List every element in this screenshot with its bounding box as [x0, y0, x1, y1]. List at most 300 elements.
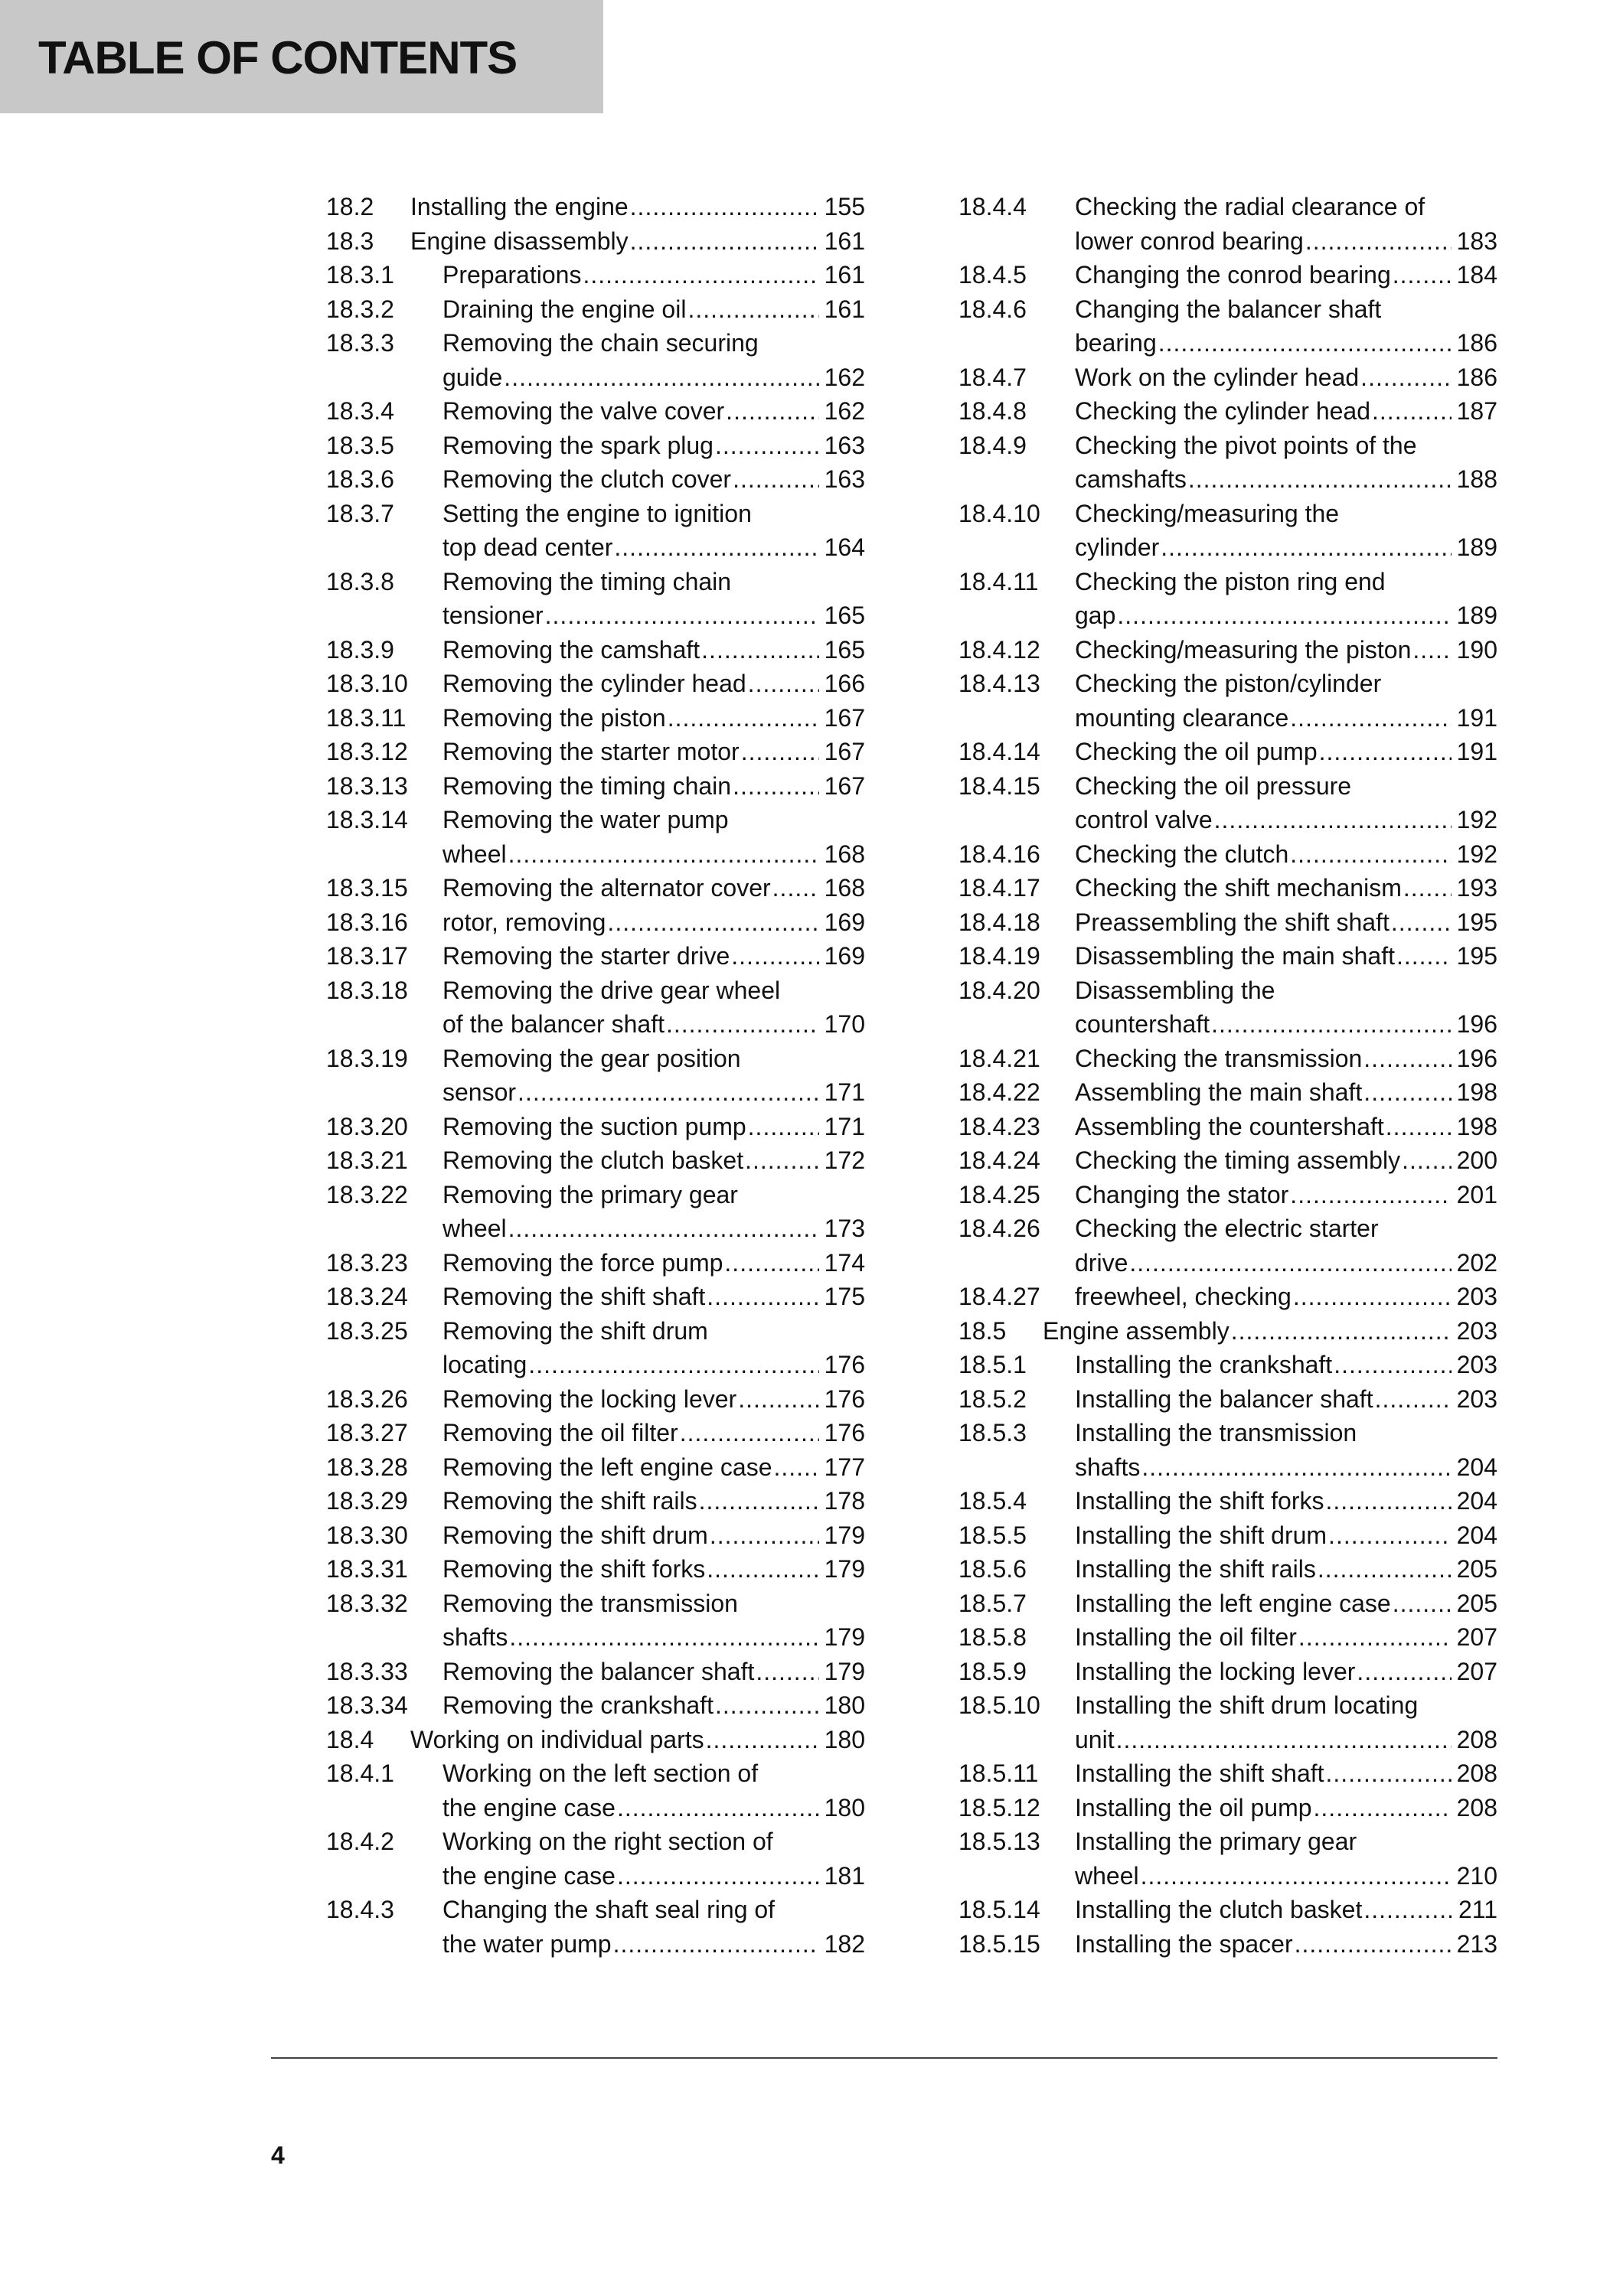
toc-entry-page: 208 — [1456, 1760, 1497, 1787]
toc-entry-page: 186 — [1456, 363, 1497, 391]
toc-entry-number: 18.5.1 — [958, 1351, 1027, 1378]
toc-entry-title: Checking the timing assembly — [1075, 1146, 1401, 1174]
dot-leader — [1384, 1110, 1452, 1144]
dot-leader — [697, 1484, 819, 1518]
toc-entry-page: 168 — [824, 874, 865, 902]
toc-entry[interactable] — [958, 1688, 1497, 1756]
dot-leader — [1359, 360, 1452, 395]
toc-entry-number: 18.4.18 — [958, 908, 1040, 936]
toc-entry[interactable] — [958, 1587, 1497, 1621]
dot-leader — [612, 530, 819, 565]
dot-leader — [1373, 1382, 1452, 1417]
toc-entry-title: wheel — [442, 1215, 507, 1242]
toc-entry-number: 18.5.14 — [958, 1896, 1040, 1923]
dot-leader — [754, 1655, 819, 1689]
toc-entry-page: 207 — [1456, 1623, 1497, 1651]
toc-entry-title: Removing the force pump — [442, 1248, 723, 1277]
toc-entry[interactable] — [326, 394, 865, 429]
toc-entry-page: 203 — [1456, 1351, 1497, 1378]
toc-entry[interactable] — [326, 1825, 865, 1893]
dot-leader — [1400, 1143, 1452, 1178]
toc-entry[interactable] — [958, 1927, 1497, 1962]
toc-entry-number: 18.3.7 — [326, 499, 394, 527]
toc-entry-page: 162 — [824, 397, 865, 425]
toc-entry-number: 18.3.32 — [326, 1589, 408, 1617]
toc-entry-number: 18.3.18 — [326, 976, 408, 1004]
toc-entry-page: 162 — [824, 363, 865, 391]
toc-entry[interactable] — [958, 1280, 1497, 1314]
toc-entry[interactable] — [958, 1178, 1497, 1212]
toc-entry[interactable] — [326, 1110, 865, 1144]
toc-entry-page: 179 — [824, 1623, 865, 1651]
dot-leader — [1288, 1178, 1452, 1212]
toc-entry[interactable] — [326, 462, 865, 497]
toc-entry-page: 198 — [1456, 1078, 1497, 1106]
toc-entry-page: 171 — [824, 1078, 865, 1106]
toc-entry[interactable] — [326, 326, 865, 394]
toc-entry-page: 211 — [1458, 1896, 1497, 1923]
toc-entry[interactable] — [326, 1416, 865, 1450]
toc-entry[interactable] — [326, 769, 865, 804]
toc-entry-title: guide — [442, 363, 503, 391]
toc-entry[interactable] — [958, 292, 1497, 360]
toc-entry-page: 180 — [824, 1793, 865, 1821]
toc-entry[interactable] — [958, 1348, 1497, 1382]
toc-entry-page: 176 — [824, 1351, 865, 1378]
toc-entry-number: 18.5.7 — [958, 1589, 1027, 1617]
toc-entry[interactable] — [326, 429, 865, 463]
toc-entry[interactable] — [326, 258, 865, 292]
dot-leader — [1355, 1655, 1452, 1689]
toc-entry[interactable] — [326, 1484, 865, 1518]
toc-entry-title: shafts — [442, 1623, 508, 1651]
toc-entry[interactable] — [326, 1587, 865, 1655]
toc-entry[interactable] — [326, 1042, 865, 1110]
toc-entry-title: Removing the timing chain — [442, 771, 732, 800]
toc-entry-page: 189 — [1456, 533, 1497, 561]
dot-leader — [527, 1348, 819, 1382]
toc-entry[interactable] — [326, 1314, 865, 1382]
dot-leader — [731, 462, 819, 497]
toc-entry-number: 18.3.10 — [326, 670, 408, 697]
toc-entry[interactable] — [326, 633, 865, 667]
toc-entry-title: Working on the left section of — [442, 1760, 759, 1787]
toc-entry[interactable] — [326, 1143, 865, 1178]
toc-entry-title: Removing the transmission — [442, 1589, 738, 1617]
toc-entry-number: 18.3.26 — [326, 1384, 408, 1413]
toc-column-right — [958, 190, 1497, 1961]
toc-entry-title: Installing the balancer shaft — [1075, 1384, 1373, 1413]
toc-entry-page: 192 — [1456, 806, 1497, 833]
toc-entry-title: Preassembling the shift shaft — [1075, 908, 1390, 936]
toc-entry-title: Removing the spark plug — [442, 431, 714, 459]
toc-entry[interactable] — [958, 1484, 1497, 1518]
toc-entry-number: 18.4.22 — [958, 1078, 1040, 1106]
toc-entry[interactable] — [326, 1246, 865, 1280]
dot-leader — [1187, 462, 1452, 497]
toc-entry-title: Removing the primary gear — [442, 1180, 738, 1208]
toc-entry-number: 18.3.13 — [326, 771, 408, 800]
toc-entry[interactable] — [326, 1280, 865, 1314]
toc-entry-number: 18.3.1 — [326, 261, 394, 289]
toc-entry[interactable] — [326, 905, 865, 940]
toc-entry[interactable] — [326, 1723, 865, 1757]
dot-leader — [730, 939, 819, 974]
toc-entry[interactable] — [958, 769, 1497, 837]
toc-entry-page: 161 — [824, 227, 865, 255]
dot-leader — [629, 190, 819, 224]
toc-entry-number: 18.3.3 — [326, 329, 394, 357]
toc-entry[interactable] — [958, 905, 1497, 940]
toc-entry-number: 18.3.23 — [326, 1248, 408, 1277]
toc-entry[interactable] — [958, 497, 1497, 565]
toc-entry-title: Changing the shaft seal ring of — [442, 1896, 776, 1923]
toc-entry[interactable] — [326, 292, 865, 327]
toc-entry[interactable] — [958, 939, 1497, 974]
toc-entry-number: 18.3.33 — [326, 1657, 408, 1685]
toc-entry-page: 195 — [1456, 942, 1497, 970]
dot-leader — [1139, 1859, 1452, 1893]
toc-entry-title: Setting the engine to ignition — [442, 499, 752, 527]
toc-entry[interactable] — [958, 1518, 1497, 1553]
toc-entry-page: 165 — [824, 602, 865, 629]
toc-entry[interactable] — [326, 224, 865, 259]
toc-entry-number: 18.4.8 — [958, 397, 1027, 425]
toc-entry-page: 204 — [1456, 1521, 1497, 1549]
toc-entry-title: Installing the clutch basket — [1075, 1896, 1363, 1923]
toc-entry-page: 183 — [1456, 227, 1497, 255]
toc-entry[interactable] — [958, 871, 1497, 905]
toc-entry-number: 18.3.5 — [326, 431, 394, 459]
toc-entry-title: Checking the oil pressure — [1075, 771, 1352, 800]
dot-leader — [1390, 905, 1452, 940]
dot-leader — [1304, 224, 1452, 259]
toc-entry[interactable] — [958, 1825, 1497, 1893]
toc-entry-page: 200 — [1456, 1146, 1497, 1174]
dot-leader — [1318, 735, 1452, 769]
toc-entry-title: Removing the chain securing — [442, 329, 759, 357]
toc-entry[interactable] — [958, 1110, 1497, 1144]
toc-entry-number: 18.5.5 — [958, 1521, 1027, 1549]
toc-entry[interactable] — [958, 1791, 1497, 1825]
toc-entry-number: 18.4.6 — [958, 295, 1027, 323]
toc-entry-title: Engine disassembly — [410, 227, 629, 255]
toc-entry[interactable] — [326, 190, 865, 224]
toc-entry-title: gap — [1075, 602, 1116, 629]
toc-entry-number: 18.5.4 — [958, 1487, 1027, 1515]
toc-entry[interactable] — [958, 190, 1497, 258]
toc-entry-title: Checking the cylinder head — [1075, 397, 1371, 425]
dot-leader — [1391, 258, 1452, 292]
toc-entry-number: 18.3.20 — [326, 1112, 408, 1140]
dot-leader — [723, 1246, 819, 1280]
toc-entry-number: 18.3.14 — [326, 806, 408, 833]
toc-entry-number: 18.3.9 — [326, 635, 394, 664]
toc-entry-number: 18.4.2 — [326, 1828, 394, 1855]
toc-entry-page: 202 — [1456, 1248, 1497, 1277]
toc-entry-page: 213 — [1456, 1929, 1497, 1958]
toc-entry-title: freewheel, checking — [1075, 1283, 1292, 1310]
dot-leader — [686, 292, 819, 327]
toc-entry-page: 163 — [824, 431, 865, 459]
toc-entry-number: 18.4.17 — [958, 874, 1040, 902]
dot-leader — [581, 258, 819, 292]
dot-leader — [1159, 530, 1452, 565]
dot-leader — [502, 360, 819, 395]
dot-leader — [1210, 1007, 1452, 1042]
toc-entry-title: Removing the piston — [442, 703, 666, 732]
toc-entry[interactable] — [326, 871, 865, 905]
toc-entry-number: 18.3.22 — [326, 1180, 408, 1208]
toc-entry-title: Changing the conrod bearing — [1075, 261, 1391, 289]
dot-leader — [1293, 1927, 1452, 1962]
toc-entry[interactable] — [958, 429, 1497, 497]
toc-entry-title: Checking the piston/cylinder — [1075, 670, 1382, 697]
toc-entry-number: 18.5.10 — [958, 1691, 1040, 1719]
toc-entry-page: 171 — [824, 1112, 865, 1140]
toc-entry-title: Disassembling the main shaft — [1075, 942, 1395, 970]
toc-entry-title: Removing the gear position — [442, 1044, 741, 1072]
toc-entry[interactable] — [958, 1893, 1497, 1927]
toc-entry-title: control valve — [1075, 806, 1213, 833]
toc-entry-page: 204 — [1456, 1487, 1497, 1515]
toc-entry-number: 18.3.15 — [326, 874, 408, 902]
toc-entry[interactable] — [958, 667, 1497, 735]
toc-entry-number: 18.5.13 — [958, 1828, 1040, 1855]
toc-entry-title: of the balancer shaft — [442, 1010, 665, 1038]
dot-leader — [665, 1007, 819, 1042]
toc-entry-page: 177 — [824, 1453, 865, 1481]
toc-entry[interactable] — [958, 1416, 1497, 1484]
dot-leader — [700, 633, 819, 667]
toc-entry-number: 18.3.17 — [326, 942, 408, 970]
toc-entry-number: 18.4.12 — [958, 635, 1040, 664]
toc-entry-page: 203 — [1456, 1283, 1497, 1310]
dot-leader — [1297, 1620, 1452, 1655]
toc-entry[interactable] — [326, 939, 865, 974]
toc-entry-title: camshafts — [1075, 465, 1187, 493]
toc-entry-page: 178 — [824, 1487, 865, 1515]
toc-entry-page: 184 — [1456, 261, 1497, 289]
toc-entry-title: Checking the radial clearance of — [1075, 193, 1425, 220]
toc-entry-title: Changing the stator — [1075, 1180, 1289, 1208]
toc-entry-title: Removing the shift rails — [442, 1487, 697, 1515]
toc-entry[interactable] — [958, 837, 1497, 872]
dot-leader — [705, 1552, 819, 1587]
dot-leader — [1370, 394, 1452, 429]
toc-entry-page: 196 — [1456, 1044, 1497, 1072]
toc-entry-number: 18.3.11 — [326, 703, 407, 732]
dot-leader — [1327, 1518, 1452, 1553]
toc-entry[interactable] — [326, 735, 865, 769]
toc-entry-title: tensioner — [442, 602, 544, 629]
toc-entry-page: 175 — [824, 1283, 865, 1310]
toc-entry-number: 18.4.15 — [958, 771, 1040, 800]
toc-entry-number: 18.5.12 — [958, 1793, 1040, 1821]
toc-entry-page: 188 — [1456, 465, 1497, 493]
toc-entry[interactable] — [958, 360, 1497, 395]
dot-leader — [1362, 1075, 1452, 1110]
toc-entry-title: Installing the shift drum locating — [1075, 1691, 1419, 1719]
toc-entry-number: 18.4.27 — [958, 1283, 1040, 1310]
toc-entry[interactable] — [958, 1655, 1497, 1689]
toc-entry-number: 18.4.16 — [958, 840, 1040, 868]
toc-entry[interactable] — [958, 1143, 1497, 1178]
toc-entry-title: Engine assembly — [1043, 1316, 1229, 1345]
toc-entry-page: 205 — [1456, 1555, 1497, 1583]
toc-entry[interactable] — [958, 633, 1497, 667]
toc-entry-page: 210 — [1456, 1861, 1497, 1890]
toc-entry-page: 189 — [1456, 602, 1497, 629]
toc-entry-title: the engine case — [442, 1793, 616, 1821]
toc-entry-page: 203 — [1456, 1316, 1497, 1345]
dot-leader — [544, 598, 819, 633]
dot-leader — [1288, 701, 1452, 735]
toc-entry[interactable] — [326, 701, 865, 735]
dot-leader — [724, 394, 819, 429]
toc-entry-number: 18.3.2 — [326, 295, 394, 323]
dot-leader — [1316, 1552, 1452, 1587]
toc-entry[interactable] — [326, 1688, 865, 1723]
toc-entry-title: Installing the spacer — [1075, 1929, 1293, 1958]
toc-entry-title: cylinder — [1075, 533, 1160, 561]
footer-rule — [271, 2057, 1497, 2059]
toc-entry[interactable] — [326, 565, 865, 633]
toc-entry[interactable] — [958, 1042, 1497, 1076]
toc-entry-page: 207 — [1456, 1657, 1497, 1685]
toc-entry-page: 169 — [824, 908, 865, 936]
toc-entry-number: 18.4.11 — [958, 567, 1039, 595]
toc-entry-number: 18.5.15 — [958, 1929, 1040, 1958]
toc-entry-title: bearing — [1075, 329, 1157, 357]
toc-entry-page: 208 — [1456, 1725, 1497, 1753]
toc-entry[interactable] — [326, 667, 865, 701]
toc-entry[interactable] — [958, 735, 1497, 769]
toc-entry-page: 169 — [824, 942, 865, 970]
toc-entry-page: 192 — [1456, 840, 1497, 868]
toc-entry-page: 191 — [1456, 738, 1497, 765]
toc-entry-title: drive — [1075, 1248, 1128, 1277]
dot-leader — [1332, 1348, 1452, 1382]
toc-entry-title: Installing the oil pump — [1075, 1793, 1312, 1821]
toc-entry-page: 193 — [1456, 874, 1497, 902]
dot-leader — [612, 1927, 819, 1962]
toc-entry-number: 18.4.26 — [958, 1215, 1040, 1242]
toc-entry-page: 170 — [824, 1010, 865, 1038]
toc-entry-page: 155 — [824, 193, 865, 220]
toc-entry-title: Removing the clutch cover — [442, 465, 732, 493]
toc-entry-title: Removing the clutch basket — [442, 1146, 744, 1174]
toc-entry[interactable] — [958, 1552, 1497, 1587]
toc-entry-number: 18.4.14 — [958, 738, 1040, 765]
toc-entry[interactable] — [326, 1655, 865, 1689]
toc-entry-number: 18.4.4 — [958, 193, 1027, 220]
dot-leader — [714, 429, 819, 463]
toc-entry-title: Removing the shift drum — [442, 1316, 708, 1345]
toc-entry[interactable] — [326, 1382, 865, 1417]
toc-entry-number: 18.3.31 — [326, 1555, 408, 1583]
dot-leader — [629, 224, 819, 259]
toc-entry-title: shafts — [1075, 1453, 1141, 1481]
toc-entry-title: Assembling the main shaft — [1075, 1078, 1363, 1106]
toc-entry[interactable] — [958, 1314, 1497, 1349]
toc-entry-page: 208 — [1456, 1793, 1497, 1821]
toc-entry-title: sensor — [442, 1078, 517, 1106]
toc-entry-number: 18.3.16 — [326, 908, 408, 936]
toc-entry-title: unit — [1075, 1725, 1115, 1753]
toc-entry[interactable] — [326, 1552, 865, 1587]
toc-entry-page: 173 — [824, 1215, 865, 1242]
toc-entry-number: 18.5.3 — [958, 1419, 1027, 1446]
toc-entry-page: 179 — [824, 1657, 865, 1685]
toc-entry-title: Removing the starter motor — [442, 738, 740, 765]
toc-entry[interactable] — [958, 1620, 1497, 1655]
toc-entry[interactable] — [958, 258, 1497, 292]
toc-entry-page: 179 — [824, 1521, 865, 1549]
toc-entry-title: Installing the left engine case — [1075, 1589, 1391, 1617]
toc-entry-title: Removing the oil filter — [442, 1419, 678, 1446]
toc-entry-number: 18.3.19 — [326, 1044, 408, 1072]
toc-entry[interactable] — [326, 803, 865, 871]
toc-entry-page: 201 — [1456, 1180, 1497, 1208]
toc-entry[interactable] — [958, 565, 1497, 633]
dot-leader — [1362, 1042, 1452, 1076]
toc-entry-page: 163 — [824, 465, 865, 493]
toc-entry[interactable] — [326, 1450, 865, 1485]
toc-entry-title: the engine case — [442, 1861, 616, 1890]
toc-entry[interactable] — [326, 497, 865, 565]
toc-entry-number: 18.4.19 — [958, 942, 1040, 970]
toc-entry-number: 18.4.21 — [958, 1044, 1040, 1072]
toc-entry[interactable] — [958, 1382, 1497, 1417]
toc-entry-number: 18.4.1 — [326, 1760, 394, 1787]
dot-leader — [507, 1212, 819, 1246]
toc-entry-title: Checking/measuring the — [1075, 499, 1340, 527]
toc-entry[interactable] — [958, 1212, 1497, 1280]
toc-entry-title: Draining the engine oil — [442, 295, 687, 323]
toc-entry-number: 18.3.12 — [326, 738, 408, 765]
toc-entry[interactable] — [958, 394, 1497, 429]
toc-entry-title: Installing the primary gear — [1075, 1828, 1357, 1855]
toc-entry[interactable] — [958, 1756, 1497, 1791]
toc-entry[interactable] — [326, 974, 865, 1042]
toc-entry[interactable] — [326, 1756, 865, 1825]
toc-entry-title: Working on individual parts — [410, 1725, 704, 1753]
dot-leader — [666, 701, 819, 735]
toc-entry-title: top dead center — [442, 533, 613, 561]
toc-entry-title: Removing the balancer shaft — [442, 1657, 755, 1685]
toc-entry-page: 164 — [824, 533, 865, 561]
toc-entry-number: 18.3.30 — [326, 1521, 408, 1549]
toc-entry-number: 18.3.4 — [326, 397, 394, 425]
toc-entry[interactable] — [326, 1178, 865, 1246]
toc-entry-number: 18.3.29 — [326, 1487, 408, 1515]
toc-entry[interactable] — [326, 1518, 865, 1553]
toc-entry-number: 18.5.9 — [958, 1657, 1027, 1685]
dot-leader — [740, 735, 819, 769]
toc-entry-page: 182 — [824, 1929, 865, 1958]
toc-entry-number: 18.4.13 — [958, 670, 1040, 697]
toc-entry-title: Checking the transmission — [1075, 1044, 1363, 1072]
dot-leader — [606, 905, 819, 940]
toc-entry-page: 205 — [1456, 1589, 1497, 1617]
toc-entry-number: 18.3.21 — [326, 1146, 408, 1174]
toc-entry[interactable] — [958, 974, 1497, 1042]
dot-leader — [616, 1791, 819, 1825]
toc-entry[interactable] — [958, 1075, 1497, 1110]
dot-leader — [704, 1723, 819, 1757]
toc-entry[interactable] — [326, 1893, 865, 1961]
